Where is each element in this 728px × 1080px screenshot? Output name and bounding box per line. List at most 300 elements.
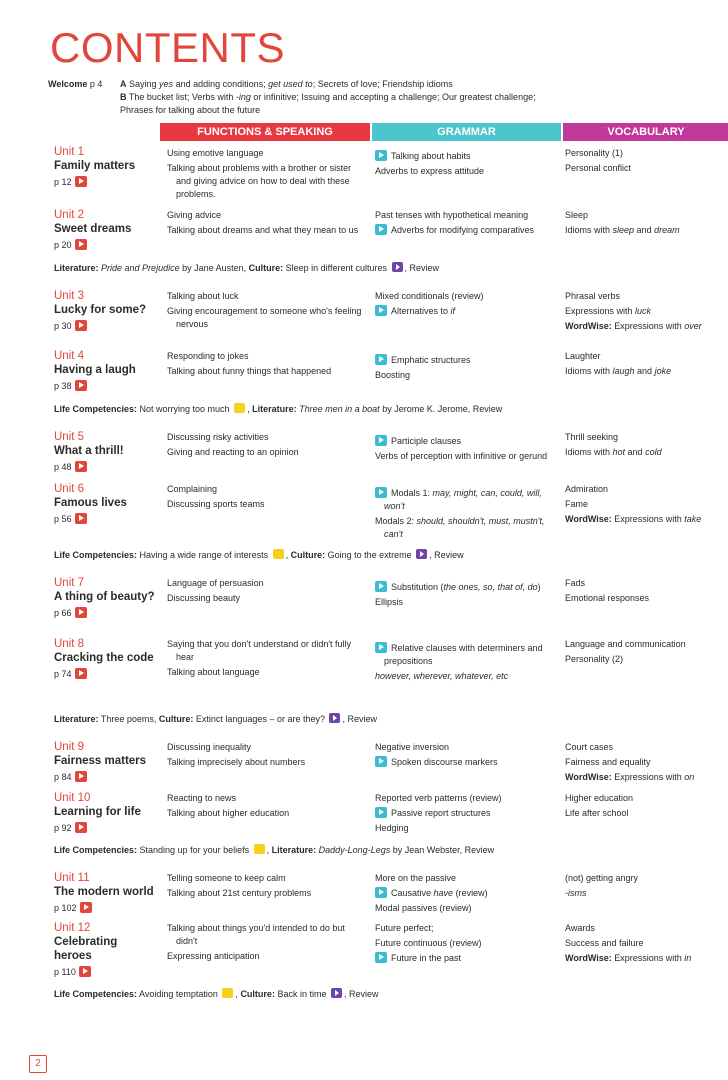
function-item: Talking imprecisely about numbers <box>167 757 306 767</box>
unit-name[interactable]: The modern world <box>54 886 154 898</box>
functions-speaking-cell <box>167 350 367 380</box>
grammar-cell <box>375 290 560 320</box>
unit-page-number: p 48 <box>54 462 72 472</box>
welcome-a-text: ; Secrets of love; Friendship idioms <box>312 79 453 89</box>
function-item: Talking about problems with a brother or sister and giving advice on how to deal with these problems. <box>167 163 352 199</box>
unit-page <box>54 176 164 188</box>
unit-name[interactable]: Family matters <box>54 160 136 172</box>
vocabulary-item: Higher education <box>565 793 634 803</box>
welcome-letter-a: A <box>120 79 127 89</box>
wordwise-label: WordWise: <box>565 321 612 331</box>
vocabulary-item: Laughter <box>565 351 601 361</box>
unit-page <box>54 668 164 680</box>
strip-text: , Review <box>343 989 379 999</box>
vocabulary-text: Expressions with <box>611 772 685 782</box>
unit-label <box>54 349 164 392</box>
unit-number: Unit 5 <box>54 431 85 443</box>
welcome-b-italic: -ing <box>235 92 251 102</box>
vocabulary-item <box>565 224 725 237</box>
grammar-item <box>375 224 560 237</box>
welcome-line-a <box>120 78 700 91</box>
strip-text: , Review <box>429 550 464 560</box>
unit-label <box>54 871 164 914</box>
video-play-icon[interactable] <box>75 461 87 472</box>
function-item: Discussing beauty <box>167 593 241 603</box>
grammar-text: Emphatic structures <box>391 355 471 365</box>
grammar-video-icon[interactable] <box>375 435 387 446</box>
strip-italic: Pride and Prejudice <box>101 263 180 273</box>
unit-label <box>54 791 164 834</box>
unit-name[interactable]: Fairness matters <box>54 755 147 767</box>
grammar-video-icon[interactable] <box>375 807 387 818</box>
grammar-item: Verbs of perception with infinitive or gerund <box>375 451 548 461</box>
grammar-text: (review) <box>453 888 488 898</box>
grammar-text: Alternatives to <box>391 306 451 316</box>
unit-page-number: p 92 <box>54 823 72 833</box>
strip-text: , Review <box>404 263 440 273</box>
vocabulary-header: VOCABULARY <box>563 123 728 141</box>
video-play-icon[interactable] <box>80 902 92 913</box>
unit-name[interactable]: Lucky for some? <box>54 304 147 316</box>
unit-name[interactable]: Sweet dreams <box>54 223 132 235</box>
strip-text: Three poems, <box>98 714 159 724</box>
grammar-item: Mixed conditionals (review) <box>375 291 484 301</box>
grammar-text: Relative clauses with determiners and prepositions <box>384 643 543 666</box>
review-strip-2 <box>54 403 724 416</box>
unit-page <box>54 461 164 473</box>
grammar-video-icon[interactable] <box>375 952 387 963</box>
vocabulary-italic: joke <box>654 366 672 376</box>
grammar-text: Participle clauses <box>391 436 462 446</box>
unit-page-number: p 102 <box>54 903 77 913</box>
vocabulary-item <box>565 320 725 333</box>
strip-text: , Review <box>342 714 377 724</box>
strip-label-literature: Literature: <box>271 845 317 855</box>
function-item: Saying that you don't understand or didn't fully hear <box>167 639 352 662</box>
function-item: Language of persuasion <box>167 578 264 588</box>
grammar-item: Future continuous (review) <box>375 938 482 948</box>
vocabulary-cell <box>565 147 725 177</box>
unit-number: Unit 12 <box>54 922 91 934</box>
unit-number: Unit 2 <box>54 209 85 221</box>
welcome-label-row <box>48 78 102 91</box>
vocabulary-item <box>565 513 725 526</box>
culture-video-icon[interactable] <box>392 262 403 272</box>
vocabulary-text: Idioms with <box>565 225 613 235</box>
welcome-b-text: or infinitive; Issuing and accepting a challenge; Our greatest challenge; <box>250 92 536 102</box>
welcome-a-text: and adding conditions; <box>173 79 269 89</box>
vocabulary-item: Admiration <box>565 484 609 494</box>
unit-page <box>54 239 164 251</box>
grammar-text: Passive report structures <box>391 808 491 818</box>
grammar-video-icon[interactable] <box>375 305 387 316</box>
unit-page <box>54 966 164 978</box>
video-play-icon[interactable] <box>75 320 87 331</box>
vocabulary-cell <box>565 741 725 786</box>
grammar-video-icon[interactable] <box>375 487 387 498</box>
grammar-text: Adverbs for modifying comparatives <box>391 225 535 235</box>
grammar-text: Modals 2: <box>375 516 417 526</box>
vocabulary-cell <box>565 431 725 461</box>
grammar-cell <box>375 922 560 967</box>
vocabulary-item <box>565 365 725 378</box>
video-play-icon[interactable] <box>75 380 87 391</box>
video-play-icon[interactable] <box>75 822 87 833</box>
video-play-icon[interactable] <box>75 239 87 250</box>
video-play-icon[interactable] <box>75 176 87 187</box>
strip-text: Back in time <box>274 989 329 999</box>
vocabulary-item: Phrasal verbs <box>565 291 621 301</box>
grammar-item: More on the passive <box>375 873 457 883</box>
unit-page <box>54 771 164 783</box>
life-competencies-icon[interactable] <box>254 844 265 854</box>
functions-speaking-cell <box>167 638 367 681</box>
unit-name-line-2[interactable]: heroes <box>54 950 92 962</box>
unit-page <box>54 902 164 914</box>
grammar-cell <box>375 435 560 465</box>
unit-page-number: p 84 <box>54 772 72 782</box>
column-headers <box>160 123 728 141</box>
unit-number: Unit 8 <box>54 638 85 650</box>
vocabulary-item: Personality (1) <box>565 148 624 158</box>
unit-name[interactable]: Cracking the code <box>54 652 154 664</box>
wordwise-label: WordWise: <box>565 953 612 963</box>
vocabulary-cell <box>565 792 725 822</box>
strip-text: by Jerome K. Jerome, Review <box>379 404 503 414</box>
function-item: Talking about things you'd intended to do but didn't <box>167 923 345 946</box>
vocabulary-italic: take <box>684 514 702 524</box>
grammar-header: GRAMMAR <box>372 123 561 141</box>
grammar-italic: may, might, can, could, will, won't <box>384 488 542 511</box>
life-competencies-icon[interactable] <box>222 988 233 998</box>
life-competencies-icon[interactable] <box>234 403 245 413</box>
unit-number: Unit 4 <box>54 350 85 362</box>
grammar-item <box>375 487 560 513</box>
grammar-item <box>375 435 560 448</box>
function-item: Giving and reacting to an opinion <box>167 447 299 457</box>
unit-page <box>54 320 164 332</box>
grammar-item <box>375 756 560 769</box>
welcome-line-b <box>120 91 700 104</box>
wordwise-label: WordWise: <box>565 514 612 524</box>
strip-text: by Jean Webster, Review <box>390 845 495 855</box>
vocabulary-item: Personality (2) <box>565 654 624 664</box>
functions-speaking-cell <box>167 872 367 902</box>
unit-label <box>54 921 164 978</box>
wordwise-label: WordWise: <box>565 772 612 782</box>
grammar-video-icon[interactable] <box>375 642 387 653</box>
unit-name[interactable]: Celebrating <box>54 936 118 948</box>
vocabulary-item: Awards <box>565 923 595 933</box>
vocabulary-italic: cold <box>645 447 662 457</box>
strip-text: Sleep in different cultures <box>283 263 390 273</box>
function-item: Telling someone to keep calm <box>167 873 286 883</box>
grammar-text: Future in the past <box>391 953 462 963</box>
strip-label-literature: Literature: <box>54 263 99 273</box>
unit-name[interactable]: Having a laugh <box>54 364 136 376</box>
strip-italic: Daddy-Long-Legs <box>318 845 391 855</box>
grammar-video-icon[interactable] <box>375 887 387 898</box>
vocabulary-text: Expressions with <box>611 514 685 524</box>
strip-text: , <box>247 404 253 414</box>
functions-speaking-cell <box>167 147 367 203</box>
strip-text: Having a wide range of interests <box>137 550 271 560</box>
review-strip-6 <box>54 988 724 1001</box>
unit-page-number: p 110 <box>54 967 76 977</box>
grammar-item: Reported verb patterns (review) <box>375 793 502 803</box>
grammar-italic: however, wherever, whatever, etc <box>375 671 509 681</box>
strip-label-culture: Culture: <box>290 550 326 560</box>
grammar-item: Future perfect; <box>375 923 434 933</box>
vocabulary-item: Thrill seeking <box>565 432 619 442</box>
grammar-italic: have <box>433 888 454 898</box>
strip-label-culture: Culture: <box>158 714 194 724</box>
function-item: Giving encouragement to someone who's feeling nervous <box>167 306 362 329</box>
vocabulary-item: Fame <box>565 499 589 509</box>
function-item: Talking about dreams and what they mean to us <box>167 225 359 235</box>
unit-page-number: p 20 <box>54 240 72 250</box>
strip-italic: Three men in a boat <box>299 404 380 414</box>
grammar-video-icon[interactable] <box>375 756 387 767</box>
grammar-cell <box>375 581 560 611</box>
grammar-item <box>375 807 560 820</box>
function-item: Talking about luck <box>167 291 239 301</box>
unit-number: Unit 11 <box>54 872 90 884</box>
welcome-label: Welcome <box>48 79 88 89</box>
grammar-cell <box>375 792 560 837</box>
functions-speaking-cell <box>167 431 367 461</box>
vocabulary-italic: -isms <box>565 888 587 898</box>
vocabulary-italic: on <box>684 772 695 782</box>
unit-number: Unit 6 <box>54 483 85 495</box>
vocabulary-italic: in <box>684 953 692 963</box>
culture-video-icon[interactable] <box>331 988 342 998</box>
strip-label-life-competencies: Life Competencies: <box>54 989 138 999</box>
unit-name[interactable]: What a thrill! <box>54 445 124 457</box>
unit-label <box>54 430 164 473</box>
grammar-cell <box>375 872 560 917</box>
strip-text: Not worrying too much <box>137 404 233 414</box>
vocabulary-italic: laugh <box>612 366 635 376</box>
unit-page-number: p 74 <box>54 669 72 679</box>
welcome-b-text: The bucket list; Verbs with <box>128 92 236 102</box>
grammar-cell <box>375 354 560 384</box>
strip-text: Standing up for your beliefs <box>137 845 252 855</box>
grammar-text: Causative <box>391 888 434 898</box>
function-item: Giving advice <box>167 210 222 220</box>
vocabulary-item: Language and communication <box>565 639 686 649</box>
unit-page-number: p 38 <box>54 381 72 391</box>
unit-label <box>54 637 164 680</box>
unit-page <box>54 513 164 525</box>
grammar-italic: the ones, so, that of, do <box>443 582 538 592</box>
function-item: Talking about language <box>167 667 260 677</box>
vocabulary-text: and <box>625 447 646 457</box>
vocabulary-italic: dream <box>654 225 680 235</box>
welcome-a-italic: get used to <box>268 79 313 89</box>
vocabulary-cell <box>565 209 725 239</box>
vocabulary-item <box>565 305 725 318</box>
grammar-item <box>375 642 560 668</box>
unit-label <box>54 482 164 525</box>
functions-speaking-cell <box>167 577 367 607</box>
unit-page-number: p 66 <box>54 608 72 618</box>
unit-name[interactable]: Famous lives <box>54 497 127 509</box>
grammar-cell <box>375 487 560 543</box>
strip-text: by Jane Austen, <box>179 263 249 273</box>
strip-text: , <box>266 845 272 855</box>
grammar-video-icon[interactable] <box>375 224 387 235</box>
vocabulary-cell <box>565 577 725 607</box>
vocabulary-text: and <box>634 225 655 235</box>
unit-name[interactable]: Learning for life <box>54 806 141 818</box>
video-play-icon[interactable] <box>75 771 87 782</box>
strip-label-life-competencies: Life Competencies: <box>54 404 138 414</box>
grammar-cell <box>375 741 560 771</box>
vocabulary-item <box>565 771 725 784</box>
page-title: CONTENTS <box>50 24 285 71</box>
grammar-video-icon[interactable] <box>375 354 387 365</box>
unit-number: Unit 3 <box>54 290 85 302</box>
unit-label <box>54 576 164 619</box>
welcome-letter-b: B <box>120 92 127 102</box>
culture-video-icon[interactable] <box>329 713 340 723</box>
video-play-icon[interactable] <box>75 513 87 524</box>
vocabulary-cell <box>565 922 725 967</box>
video-play-icon[interactable] <box>75 607 87 618</box>
review-strip-3 <box>54 549 724 562</box>
vocabulary-cell <box>565 638 725 668</box>
grammar-video-icon[interactable] <box>375 150 387 161</box>
unit-name[interactable]: A thing of beauty? <box>54 591 155 603</box>
grammar-item: Modal passives (review) <box>375 903 472 913</box>
review-strip-4 <box>54 713 724 726</box>
function-item: Talking about funny things that happened <box>167 366 332 376</box>
culture-video-icon[interactable] <box>416 549 427 559</box>
vocabulary-cell <box>565 350 725 380</box>
strip-text: , <box>285 550 291 560</box>
grammar-video-icon[interactable] <box>375 581 387 592</box>
vocabulary-italic: luck <box>635 306 652 316</box>
unit-page-number: p 56 <box>54 514 72 524</box>
unit-page-number: p 30 <box>54 321 72 331</box>
unit-number: Unit 9 <box>54 741 85 753</box>
functions-speaking-cell <box>167 290 367 333</box>
function-item: Responding to jokes <box>167 351 249 361</box>
grammar-item <box>375 354 560 367</box>
grammar-text: Talking about habits <box>391 151 471 161</box>
functions-speaking-cell <box>167 741 367 771</box>
unit-label <box>54 740 164 783</box>
unit-page <box>54 822 164 834</box>
vocabulary-item <box>565 952 725 965</box>
video-play-icon[interactable] <box>75 668 87 679</box>
grammar-item: Ellipsis <box>375 597 404 607</box>
grammar-item <box>375 515 560 541</box>
unit-number: Unit 7 <box>54 577 85 589</box>
vocabulary-item: Fairness and equality <box>565 757 651 767</box>
vocabulary-text: Idioms with <box>565 447 613 457</box>
vocabulary-cell <box>565 290 725 335</box>
welcome-page: p 4 <box>89 79 103 89</box>
grammar-item <box>375 305 560 318</box>
unit-number: Unit 1 <box>54 146 85 158</box>
strip-text: Going to the extreme <box>325 550 415 560</box>
grammar-item: Boosting <box>375 370 411 380</box>
vocabulary-italic: sleep <box>612 225 635 235</box>
function-item: Discussing inequality <box>167 742 252 752</box>
strip-label-culture: Culture: <box>248 263 284 273</box>
functions-speaking-cell <box>167 792 367 822</box>
vocabulary-cell <box>565 483 725 528</box>
function-item: Talking about 21st century problems <box>167 888 312 898</box>
unit-page <box>54 380 164 392</box>
unit-page-number: p 12 <box>54 177 72 187</box>
functions-speaking-cell <box>167 483 367 513</box>
function-item: Reacting to news <box>167 793 237 803</box>
strip-text: Extinct languages – or are they? <box>193 714 328 724</box>
grammar-cell <box>375 150 560 180</box>
functions-speaking-header: FUNCTIONS & SPEAKING <box>160 123 370 141</box>
grammar-item <box>375 670 560 683</box>
life-competencies-icon[interactable] <box>273 549 284 559</box>
grammar-text: ) <box>537 582 541 592</box>
welcome-a-text: Saying <box>129 79 160 89</box>
function-item: Talking about higher education <box>167 808 290 818</box>
page-number: 2 <box>29 1055 47 1073</box>
vocabulary-item: Court cases <box>565 742 614 752</box>
unit-label <box>54 289 164 332</box>
vocabulary-item: Life after school <box>565 808 629 818</box>
strip-text: , <box>235 989 241 999</box>
unit-label <box>54 145 164 188</box>
strip-label-literature: Literature: <box>252 404 297 414</box>
vocabulary-item: Sleep <box>565 210 589 220</box>
grammar-item <box>375 150 560 163</box>
vocabulary-italic: hot <box>612 447 626 457</box>
welcome-line-c: Phrases for talking about the future <box>120 105 261 115</box>
strip-label-life-competencies: Life Competencies: <box>54 550 138 560</box>
functions-speaking-cell <box>167 209 367 239</box>
vocabulary-item: Success and failure <box>565 938 644 948</box>
strip-label-culture: Culture: <box>240 989 275 999</box>
vocabulary-text: and <box>634 366 655 376</box>
strip-label-literature: Literature: <box>54 714 99 724</box>
grammar-italic: should, shouldn't, must, mustn't, can't <box>384 516 545 539</box>
grammar-text: Substitution ( <box>391 582 444 592</box>
grammar-text: Spoken discourse markers <box>391 757 498 767</box>
function-item: Using emotive language <box>167 148 264 158</box>
vocabulary-item: Personal conflict <box>565 163 632 173</box>
unit-page <box>54 607 164 619</box>
vocabulary-text: Expressions with <box>565 306 636 316</box>
grammar-item: Hedging <box>375 823 409 833</box>
vocabulary-text: Expressions with <box>611 953 685 963</box>
grammar-item <box>375 581 560 594</box>
function-item: Discussing sports teams <box>167 499 265 509</box>
welcome-text <box>120 78 700 117</box>
vocabulary-italic: over <box>684 321 702 331</box>
grammar-text: Modals 1: <box>391 488 433 498</box>
vocabulary-item <box>565 446 725 459</box>
grammar-item: Past tenses with hypothetical meaning <box>375 210 529 220</box>
vocabulary-text: Expressions with <box>611 321 685 331</box>
video-play-icon[interactable] <box>79 966 91 977</box>
vocabulary-item: Emotional responses <box>565 593 650 603</box>
welcome-a-italic: yes <box>159 79 174 89</box>
unit-label <box>54 208 164 251</box>
function-item: Discussing risky activities <box>167 432 269 442</box>
